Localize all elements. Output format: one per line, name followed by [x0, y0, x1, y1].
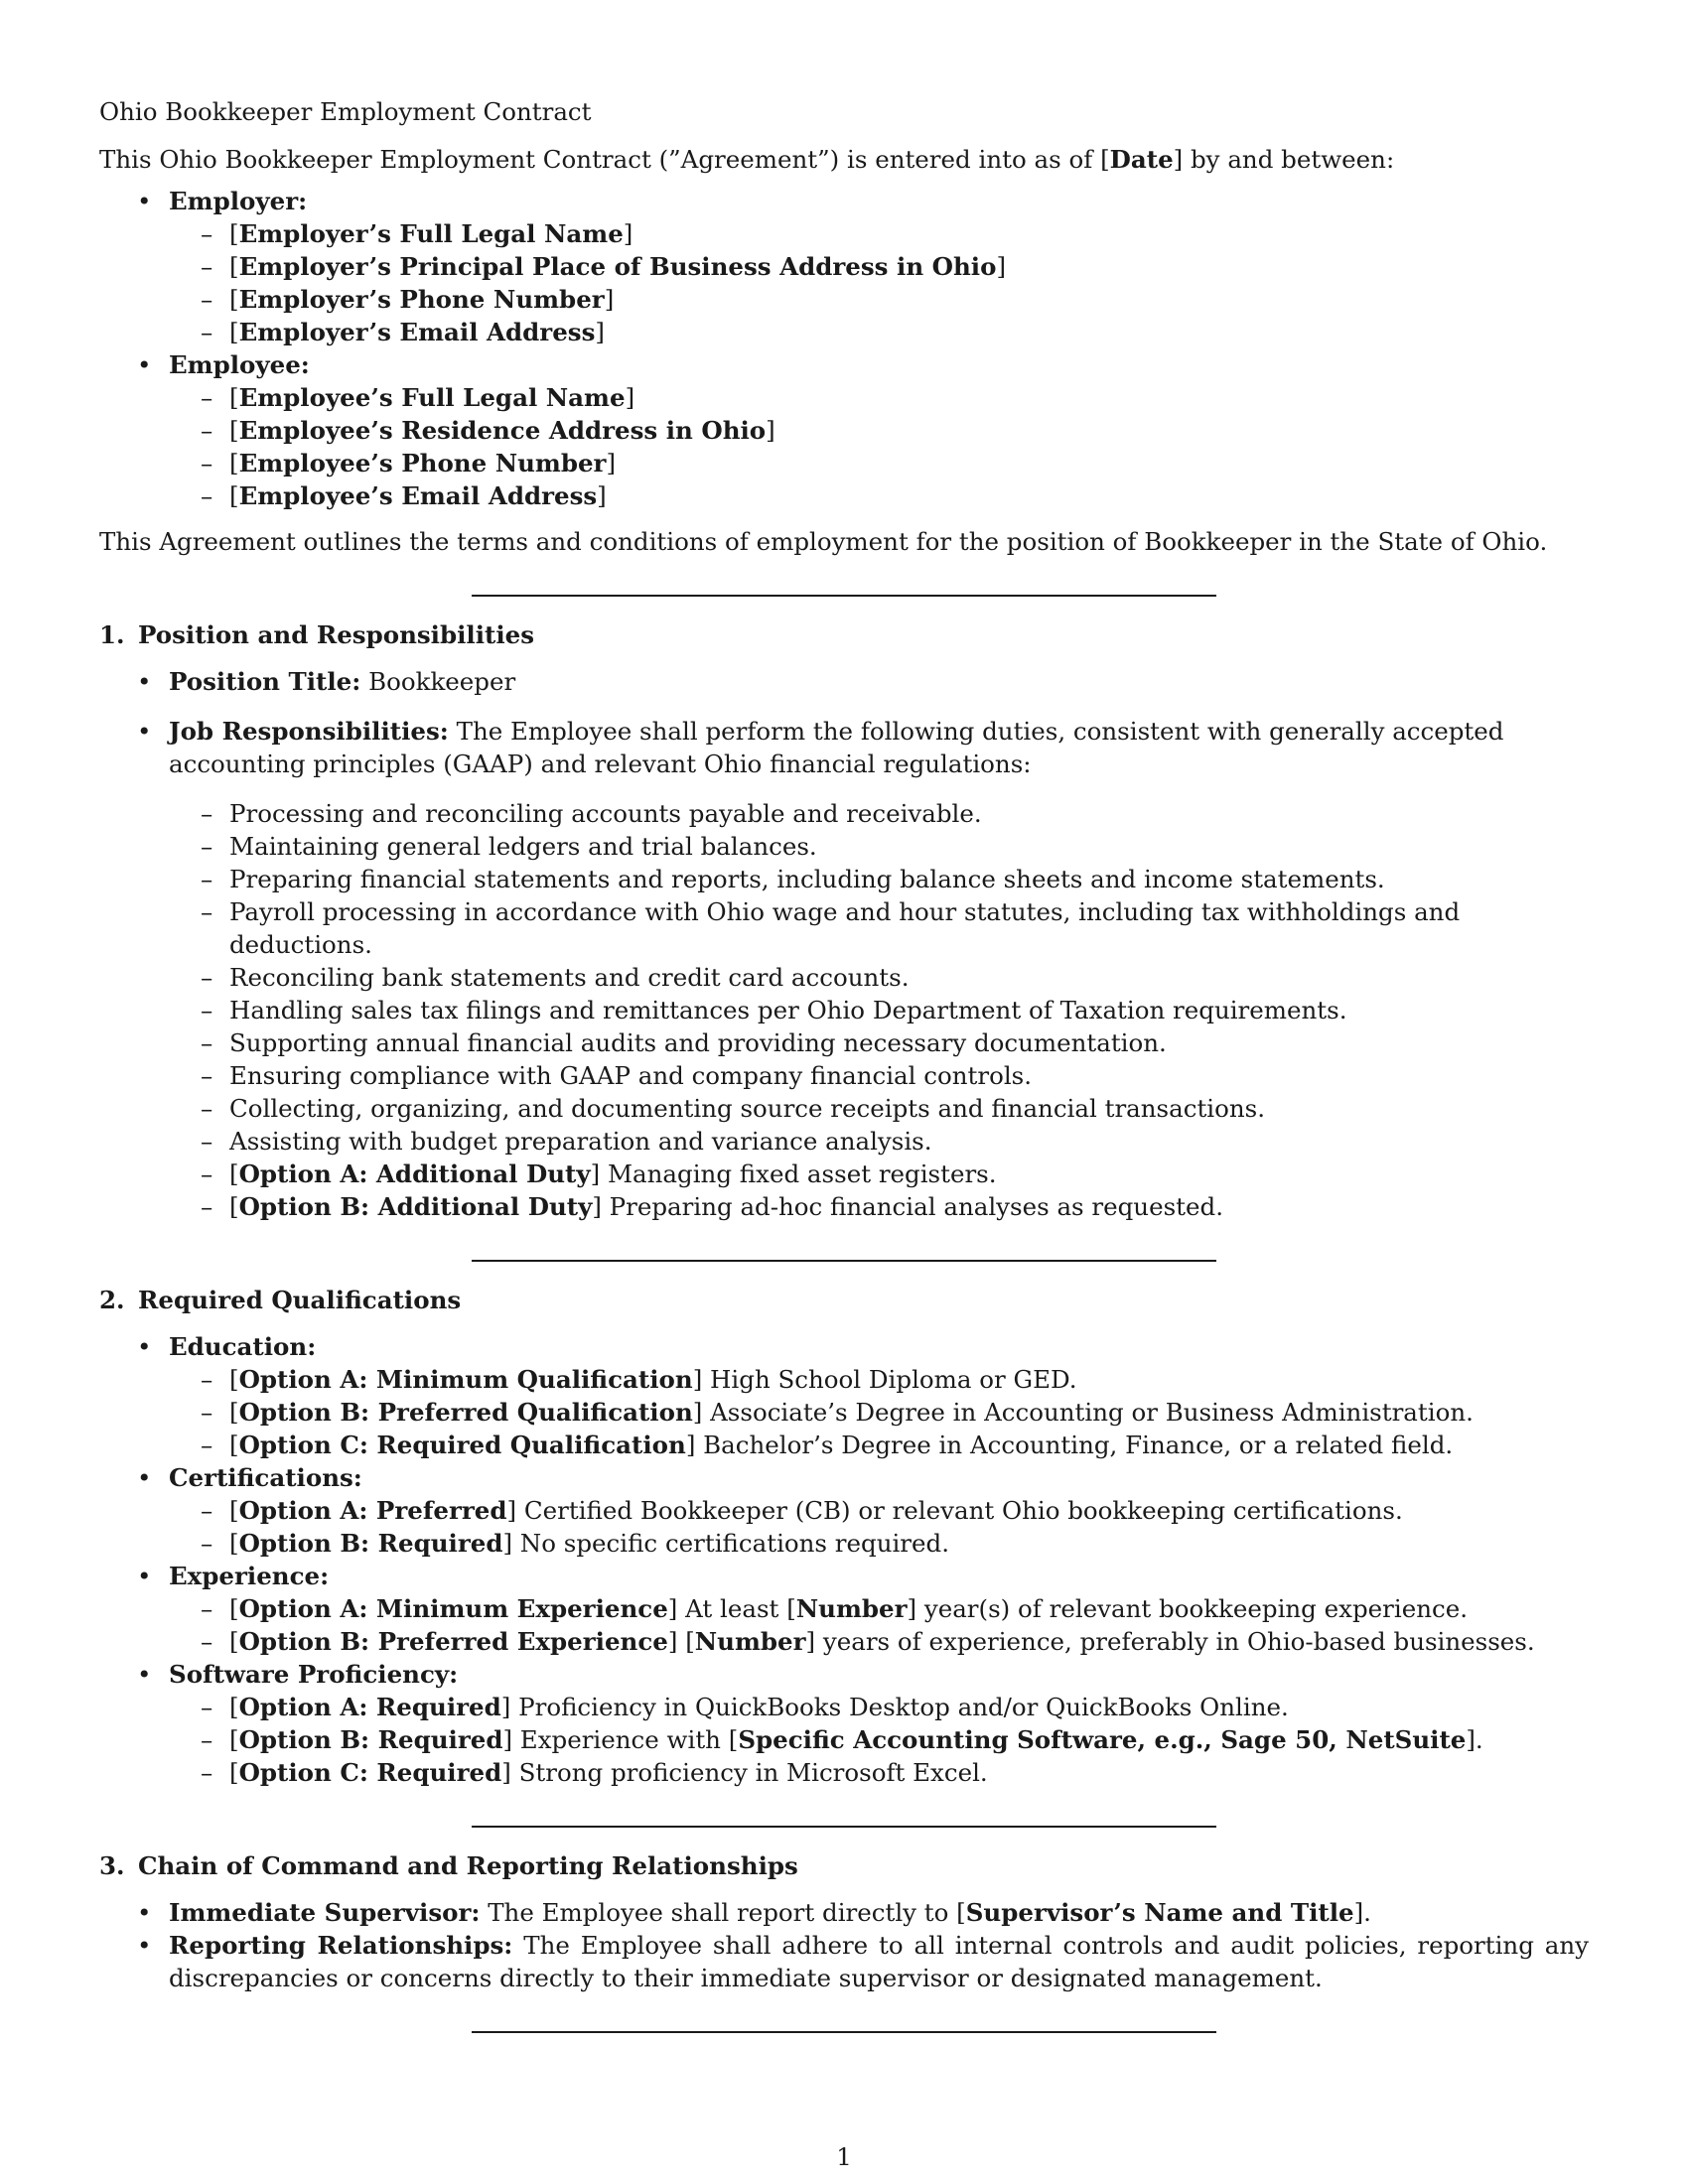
document-title: Ohio Bookkeeper Employment Contract — [99, 97, 592, 126]
page-number: 1 — [836, 2142, 852, 2171]
reporting-relationships-item: • Reporting Relationships: The Employee shall adhere to all internal controls and audit policies, reporting any discrepancies or concerns directly to their immediate supervisor or designated management. — [99, 1929, 1589, 1994]
section-2-list — [99, 1330, 1589, 1789]
section-divider — [472, 595, 1216, 597]
option-item: – [Option A: Minimum Qualification] High School Diploma or GED. — [169, 1363, 1589, 1396]
duty-item: – Ensuring compliance with GAAP and company financial controls. — [169, 1059, 1589, 1092]
employee-detail: – [Employee’s Email Address] — [169, 479, 1589, 512]
section-heading: 1. Position and Responsibilities — [99, 620, 535, 649]
parties-list — [99, 185, 1589, 512]
duty-item: – [Option B: Additional Duty] Preparing ad-hoc financial analyses as requested. — [169, 1190, 1589, 1223]
duty-item: – Assisting with budget preparation and variance analysis. — [169, 1125, 1589, 1158]
document-page — [99, 95, 1589, 2033]
employer-detail: – [Employer’s Principal Place of Business Address in Ohio] — [169, 250, 1589, 283]
duty-item: – Processing and reconciling accounts payable and receivable. — [169, 797, 1589, 830]
intro-paragraph — [99, 143, 1589, 176]
education-item: • Education: – [Option A: Minimum Qualification] High School Diploma or GED. – [Option B: Preferred Qualification] Associate’s Degree in Accounting or Business Administration. – [Option C: Required Qualification] Bachelor’s Degree in Accounting, Finance, or a related field. — [99, 1330, 1589, 1461]
option-item: – [Option B: Preferred Experience] [Number] years of experience, preferably in Ohio-based businesses. — [169, 1625, 1589, 1658]
section-divider — [472, 1260, 1216, 1262]
section-1-list — [99, 665, 1589, 1223]
option-item: – [Option C: Required] Strong proficiency in Microsoft Excel. — [169, 1756, 1589, 1789]
immediate-supervisor-item: • Immediate Supervisor: The Employee shall report directly to [Supervisor’s Name and Title]. — [99, 1896, 1589, 1929]
software-options — [169, 1691, 1589, 1789]
employer-item — [99, 185, 1589, 348]
experience-options — [169, 1592, 1589, 1658]
section-divider — [472, 1826, 1216, 1828]
section-3-list — [99, 1896, 1589, 1994]
option-item: – [Option A: Required] Proficiency in QuickBooks Desktop and/or QuickBooks Online. — [169, 1691, 1589, 1723]
education-options — [169, 1363, 1589, 1461]
duty-item: – Reconciling bank statements and credit card accounts. — [169, 961, 1589, 994]
option-item: – [Option C: Required Qualification] Bachelor’s Degree in Accounting, Finance, or a related field. — [169, 1429, 1589, 1461]
employee-detail: – [Employee’s Residence Address in Ohio] — [169, 414, 1589, 447]
employer-detail: – [Employer’s Email Address] — [169, 316, 1589, 348]
duty-item: – Preparing financial statements and reports, including balance sheets and income statements. — [169, 863, 1589, 895]
position-title-item: • Position Title: Bookkeeper — [99, 665, 1589, 698]
intro-text-start: This Ohio Bookkeeper Employment Contract (”Agreement”) is entered into as of [ — [99, 145, 1110, 174]
option-item: – [Option B: Required] Experience with [Specific Accounting Software, e.g., Sage 50, NetSuite]. — [169, 1723, 1589, 1756]
date-placeholder: Date — [1109, 145, 1174, 174]
intro-text-end: ] by and between: — [1173, 145, 1395, 174]
duty-item: – Supporting annual financial audits and providing necessary documentation. — [169, 1026, 1589, 1059]
job-responsibilities-item: • Job Responsibilities: The Employee shall perform the following duties, consistent with generally accepted accounting principles (GAAP) and relevant Ohio financial regulations: – Processing and reconciling accounts payable and receivable. – Maintaining general ledgers and trial balances. – Preparing financial statements and reports, including balance sheets and income statements. – Payroll processing in accordance with Ohio wage and hour statutes, including tax withholdings and deductions. – Reconciling bank statements and credit card accounts. – Handling sales tax filings and remittances per Ohio Department of Taxation requirements. – Supporting annual financial audits and providing necessary documentation. – Ensuring compliance with GAAP and company financial controls. – Collecting, organizing, and documenting source receipts and financial transactions. – Assisting with budget preparation and variance analysis. – [Option A: Additional Duty] Managing fixed asset registers. – [Option B: Additional Duty] Preparing ad-hoc financial analyses as requested. — [99, 715, 1589, 1223]
employer-detail: – [Employer’s Phone Number] — [169, 283, 1589, 316]
option-item: – [Option A: Minimum Experience] At least [Number] year(s) of relevant bookkeeping experience. — [169, 1592, 1589, 1625]
employee-detail: – [Employee’s Phone Number] — [169, 447, 1589, 479]
section-heading: 2. Required Qualifications — [99, 1286, 462, 1314]
software-proficiency-item: • Software Proficiency: – [Option A: Required] Proficiency in QuickBooks Desktop and/or QuickBooks Online. – [Option B: Required] Experience with [Specific Accounting Software, e.g., Sage 50, NetSuite]. – [Option C: Required] Strong proficiency in Microsoft Excel. — [99, 1658, 1589, 1789]
option-item: – [Option B: Required] No specific certifications required. — [169, 1527, 1589, 1560]
employer-detail: – [Employer’s Full Legal Name] — [169, 217, 1589, 250]
certifications-item: • Certifications: – [Option A: Preferred] Certified Bookkeeper (CB) or relevant Ohio bookkeeping certifications. – [Option B: Required] No specific certifications required. — [99, 1461, 1589, 1560]
employer-label: Employer: — [169, 187, 308, 215]
experience-item: • Experience: – [Option A: Minimum Experience] At least [Number] year(s) of relevant bookkeeping experience. – [Option B: Preferred Experience] [Number] years of experience, preferably in Ohio-based businesses. — [99, 1560, 1589, 1658]
employee-detail: – [Employee’s Full Legal Name] — [169, 381, 1589, 414]
section-divider — [472, 2031, 1216, 2033]
employee-label: Employee: — [169, 350, 310, 379]
option-item: – [Option B: Preferred Qualification] Associate’s Degree in Accounting or Business Administration. — [169, 1396, 1589, 1429]
section-heading: 3. Chain of Command and Reporting Relationships — [99, 1851, 798, 1880]
duty-item: – Maintaining general ledgers and trial balances. — [169, 830, 1589, 863]
employee-item — [99, 348, 1589, 512]
duty-item: – Collecting, organizing, and documenting source receipts and financial transactions. — [169, 1092, 1589, 1125]
closing-paragraph: This Agreement outlines the terms and conditions of employment for the position of Bookkeeper in the State of Ohio. — [99, 527, 1548, 556]
duty-item: – Handling sales tax filings and remittances per Ohio Department of Taxation requirements. — [169, 994, 1589, 1026]
option-item: – [Option A: Preferred] Certified Bookkeeper (CB) or relevant Ohio bookkeeping certifications. — [169, 1494, 1589, 1527]
certification-options — [169, 1494, 1589, 1560]
duties-list — [169, 797, 1589, 1223]
duty-item: – Payroll processing in accordance with Ohio wage and hour statutes, including tax withholdings and deductions. — [169, 895, 1589, 961]
employer-details — [169, 217, 1589, 348]
employee-details — [169, 381, 1589, 512]
duty-item: – [Option A: Additional Duty] Managing fixed asset registers. — [169, 1158, 1589, 1190]
